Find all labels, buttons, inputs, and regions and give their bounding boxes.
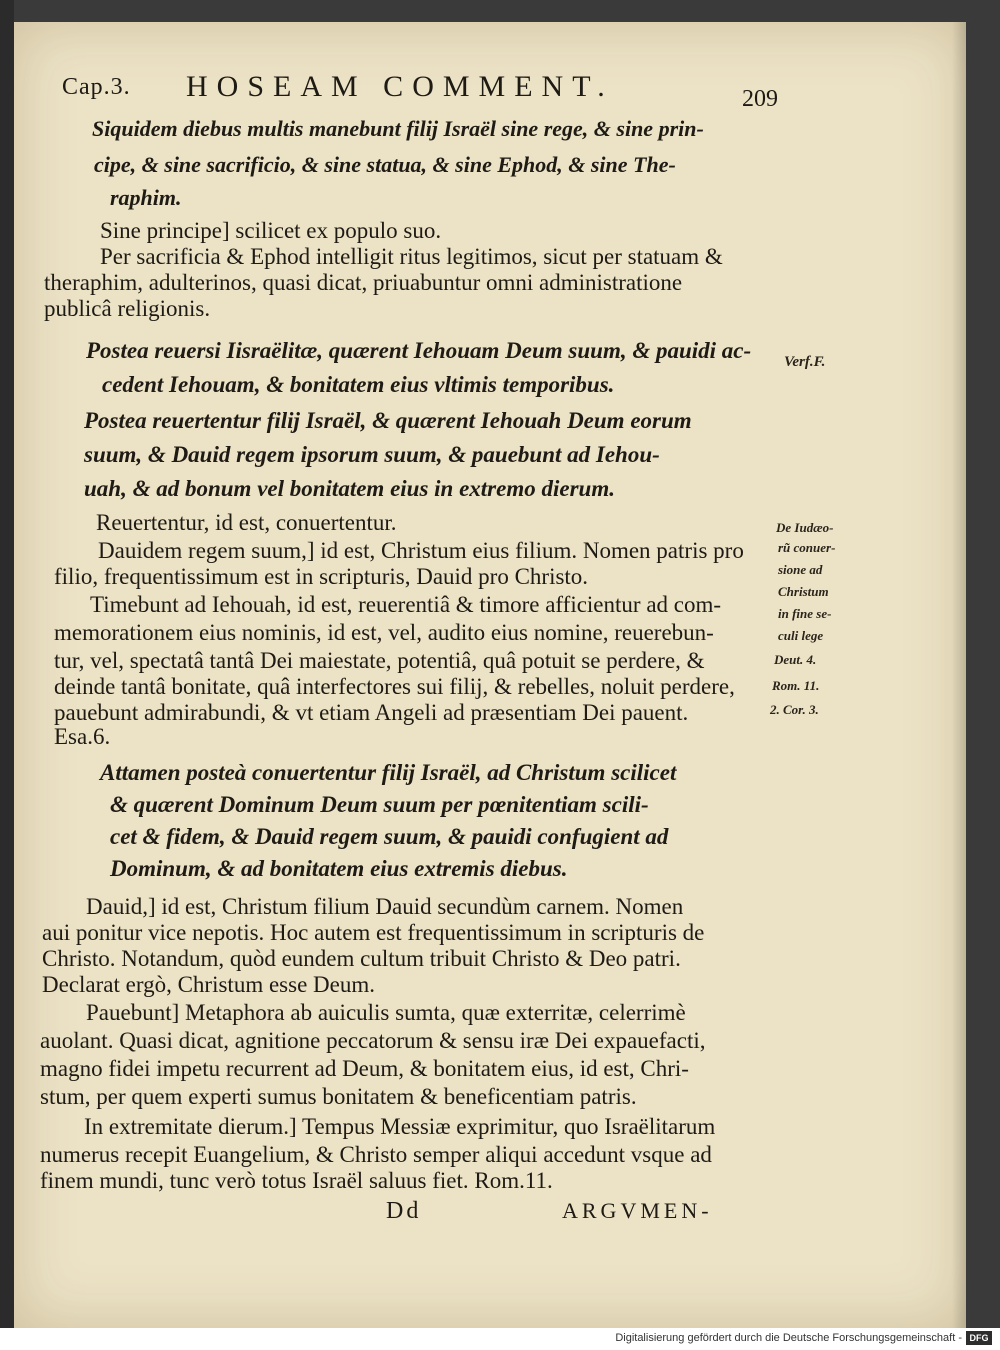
body-line: memorationem eius nominis, id est, vel, audito eius nomine, reuerebun- bbox=[54, 620, 714, 645]
body-line: Dominum, & ad bonitatem eius extremis diebus. bbox=[110, 856, 568, 881]
body-line: Attamen posteà conuertentur filij Israël, ad Christum scilicet bbox=[100, 760, 677, 785]
catchword: ARGVMEN- bbox=[562, 1198, 713, 1223]
margin-note: Verf.F. bbox=[784, 354, 826, 370]
scan-left-edge bbox=[0, 0, 14, 1328]
body-line: deinde tantâ bonitate, quâ interfectores sui filij, & rebelles, noluit perdere, bbox=[54, 674, 735, 699]
margin-note: rũ conuer- bbox=[778, 540, 836, 555]
body-line: uah, & ad bonum vel bonitatem eius in extremo dierum. bbox=[84, 476, 615, 501]
body-line: tur, vel, spectatâ tantâ Dei maiestate, potentiâ, quâ potuit se perdere, & bbox=[54, 648, 705, 673]
body-line: Declarat ergò, Christum esse Deum. bbox=[42, 972, 375, 997]
body-line: magno fidei impetu recurrent ad Deum, & bonitatem eius, id est, Chri- bbox=[40, 1056, 689, 1081]
body-line: finem mundi, tunc verò totus Israël saluus fiet. Rom.11. bbox=[40, 1168, 553, 1193]
margin-note: sione ad bbox=[778, 562, 823, 577]
body-line: numerus recepit Euangelium, & Christo semper aliqui accedunt vsque ad bbox=[40, 1142, 712, 1167]
body-line: Dauidem regem suum,] id est, Christum eius filium. Nomen patris pro bbox=[98, 538, 744, 563]
margin-note: 2. Cor. 3. bbox=[770, 702, 819, 717]
body-line: theraphim, adulterinos, quasi dicat, priuabuntur omni administratione bbox=[44, 270, 683, 295]
body-line: Esa.6. bbox=[54, 724, 111, 749]
page-number: 209 bbox=[742, 86, 778, 112]
body-line: Reuertentur, id est, conuertentur. bbox=[96, 510, 397, 535]
body-line: Siquidem diebus multis manebunt filij Israël sine rege, & sine prin- bbox=[92, 116, 704, 141]
body-line: cipe, & sine sacrificio, & sine statua, & sine Ephod, & sine The- bbox=[94, 152, 676, 177]
book-page bbox=[14, 22, 966, 1328]
body-line: Dauid,] id est, Christum filium Dauid secundùm carnem. Nomen bbox=[86, 894, 684, 919]
body-line: stum, per quem experti sumus bonitatem & beneficentiam patris. bbox=[40, 1084, 637, 1109]
page-gutter-shadow bbox=[952, 22, 966, 1328]
running-title: HOSEAM COMMENT. bbox=[186, 70, 614, 103]
body-line: Postea reuersi Iisraëlitæ, quærent Iehouam Deum suum, & pauidi ac- bbox=[86, 338, 752, 363]
body-line: raphim. bbox=[110, 185, 182, 210]
body-line: In extremitate dierum.] Tempus Messiæ exprimitur, quo Israëlitarum bbox=[84, 1114, 716, 1139]
margin-note: in fine se- bbox=[778, 606, 832, 621]
margin-note: Rom. 11. bbox=[772, 678, 820, 693]
margin-note: culi lege bbox=[778, 628, 824, 643]
body-line: pauebunt admirabundi, & vt etiam Angeli ad præsentiam Dei pauent. bbox=[54, 700, 689, 725]
chapter-label: Cap.3. bbox=[62, 74, 131, 100]
body-line: Postea reuertentur filij Israël, & quærent Iehouah Deum eorum bbox=[84, 408, 692, 433]
body-line: Timebunt ad Iehouah, id est, reuerentiâ & timore afficientur ad com- bbox=[90, 592, 722, 617]
body-line: Christo. Notandum, quòd eundem cultum tribuit Christo & Deo patri. bbox=[42, 946, 681, 971]
body-line: Pauebunt] Metaphora ab auiculis sumta, quæ exterritæ, celerrimè bbox=[86, 1000, 686, 1025]
body-line: suum, & Dauid regem ipsorum suum, & pauebunt ad Iehou- bbox=[84, 442, 660, 467]
scan-right-edge bbox=[966, 0, 1000, 1328]
body-line: cedent Iehouam, & bonitatem eius vltimis temporibus. bbox=[102, 372, 615, 397]
margin-note: Deut. 4. bbox=[774, 652, 817, 667]
margin-note: De Iudæo- bbox=[776, 520, 834, 535]
margin-note: Christum bbox=[778, 584, 829, 599]
body-line: cet & fidem, & Dauid regem suum, & pauidi confugient ad bbox=[110, 824, 669, 849]
dfg-logo-icon[interactable]: DFG bbox=[966, 1331, 992, 1345]
signature-mark: Dd bbox=[386, 1198, 422, 1224]
body-line: Sine principe] scilicet ex populo suo. bbox=[100, 218, 442, 243]
footer-credit: Digitalisierung gefördert durch die Deutsche Forschungsgemeinschaft - bbox=[615, 1332, 962, 1344]
body-line: Per sacrificia & Ephod intelligit ritus legitimos, sicut per statuam & bbox=[100, 244, 723, 269]
body-line: publicâ religionis. bbox=[44, 296, 211, 321]
body-line: filio, frequentissimum est in scripturis, Dauid pro Christo. bbox=[54, 564, 589, 589]
body-line: & quærent Dominum Deum suum per pœnitentiam scili- bbox=[110, 792, 649, 817]
body-line: auolant. Quasi dicat, agnitione peccatorum & sensu iræ Dei expauefacti, bbox=[40, 1028, 706, 1053]
body-line: aui ponitur vice nepotis. Hoc autem est frequentissimum in scripturis de bbox=[42, 920, 705, 945]
